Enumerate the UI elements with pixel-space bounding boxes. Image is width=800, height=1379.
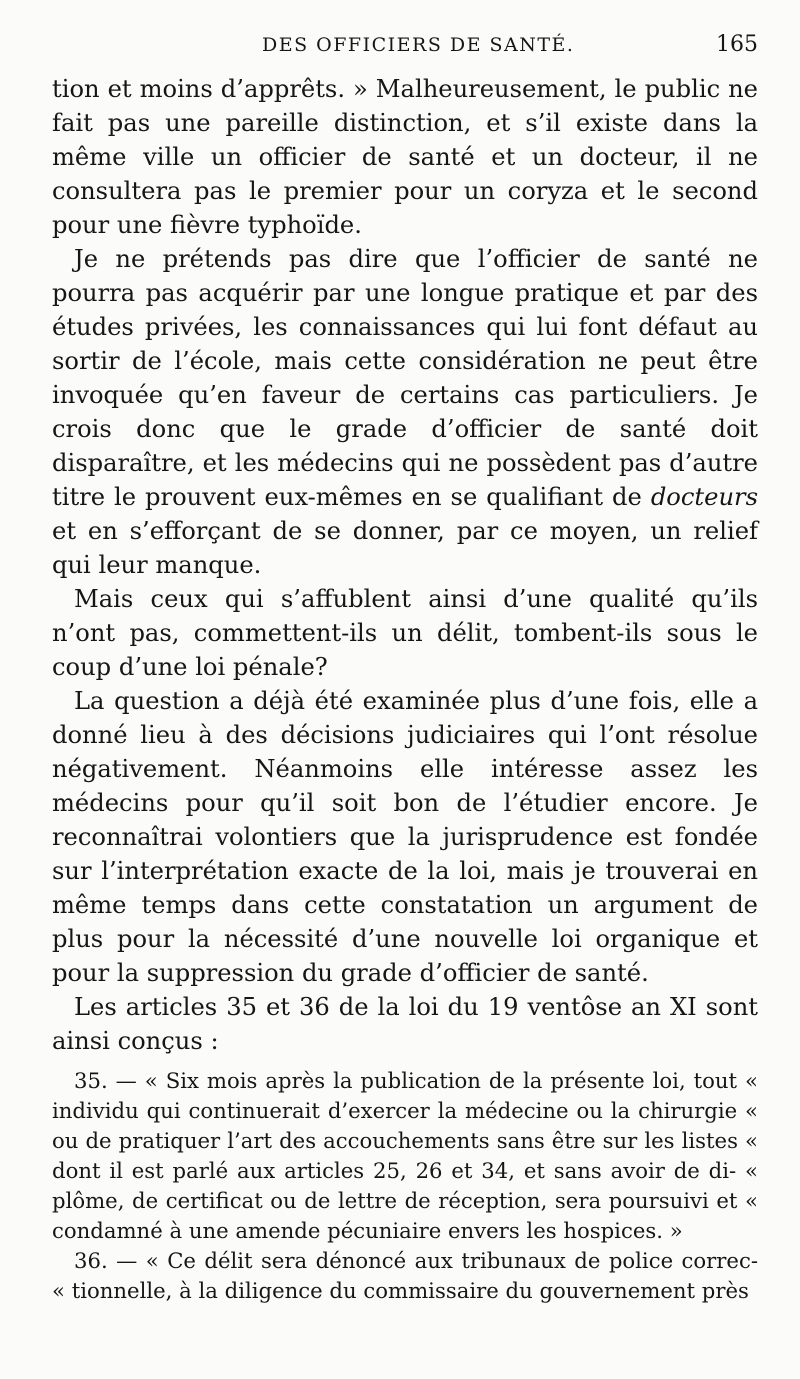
article-35: 35. — « Six mois après la publication de la présente loi, tout « individu qui continuerait d’exercer la médecine ou la chirurgie « ou de pratiquer l’art des accouchements sans être sur les listes « dont il est parlé aux articles 25, 26 et 34, et sans avoir de di- « plôme, de certificat ou de lettre de réception, sera poursuivi et « condamné à une amende pécuniaire envers les hospices. »: [52, 1068, 758, 1243]
article-36: 36. — « Ce délit sera dénoncé aux tribunaux de police correc- « tionnelle, à la diligence du commissaire du gouvernement près: [52, 1248, 758, 1303]
paragraph-question: Mais ceux qui s’affublent ainsi d’une qualité qu’ils n’ont pas, commettent-ils un délit, tombent-ils sous le coup d’une loi pénale?: [52, 585, 758, 681]
paragraph-officier: [52, 242, 758, 582]
quoted-law-articles: [52, 1066, 758, 1306]
paragraph-officier-text: Je ne prétends pas dire que l’officier de santé ne pourra pas acquérir par une longue pratique et par des études privées, les connaissances qui lui font défaut au sortir de l’école, mais cette considération ne peut être invoquée qu’en faveur de certains cas particuliers. Je crois donc que le grade d’officier de santé doit disparaître, et les médecins qui ne possèdent pas d’autre titre le prouvent eux-mêmes en se qualifiant de: [52, 245, 758, 511]
page-header: [52, 34, 758, 60]
page-number: 165: [716, 32, 758, 57]
main-text: [52, 72, 758, 1306]
paragraph-jurisprudence: La question a déjà été examinée plus d’une fois, elle a donné lieu à des décisions judiciaires qui l’ont résolue négativement. Néanmoins elle intéresse assez les médecins pour qu’il soit bon de l’étudier encore. Je reconnaîtrai volontiers que la jurisprudence est fondée sur l’interprétation exacte de la loi, mais je trouverai en même temps dans cette constatation un argument de plus pour la nécessité d’une nouvelle loi organique et pour la suppression du grade d’officier de santé.: [52, 687, 758, 987]
paragraph-officier-tail: et en s’efforçant de se donner, par ce moyen, un relief qui leur manque.: [52, 517, 758, 579]
paragraph-articles-intro: Les articles 35 et 36 de la loi du 19 ventôse an XI sont ainsi conçus :: [52, 993, 758, 1055]
emphasis-docteurs: docteurs: [650, 483, 758, 511]
paragraph-continuation: tion et moins d’apprêts. » Malheureusement, le public ne fait pas une pareille distinction, et s’il existe dans la même ville un officier de santé et un docteur, il ne consultera pas le premier pour un coryza et le second pour une fièvre typhoïde.: [52, 75, 758, 239]
running-head: DES OFFICIERS DE SANTÉ.: [262, 34, 575, 56]
